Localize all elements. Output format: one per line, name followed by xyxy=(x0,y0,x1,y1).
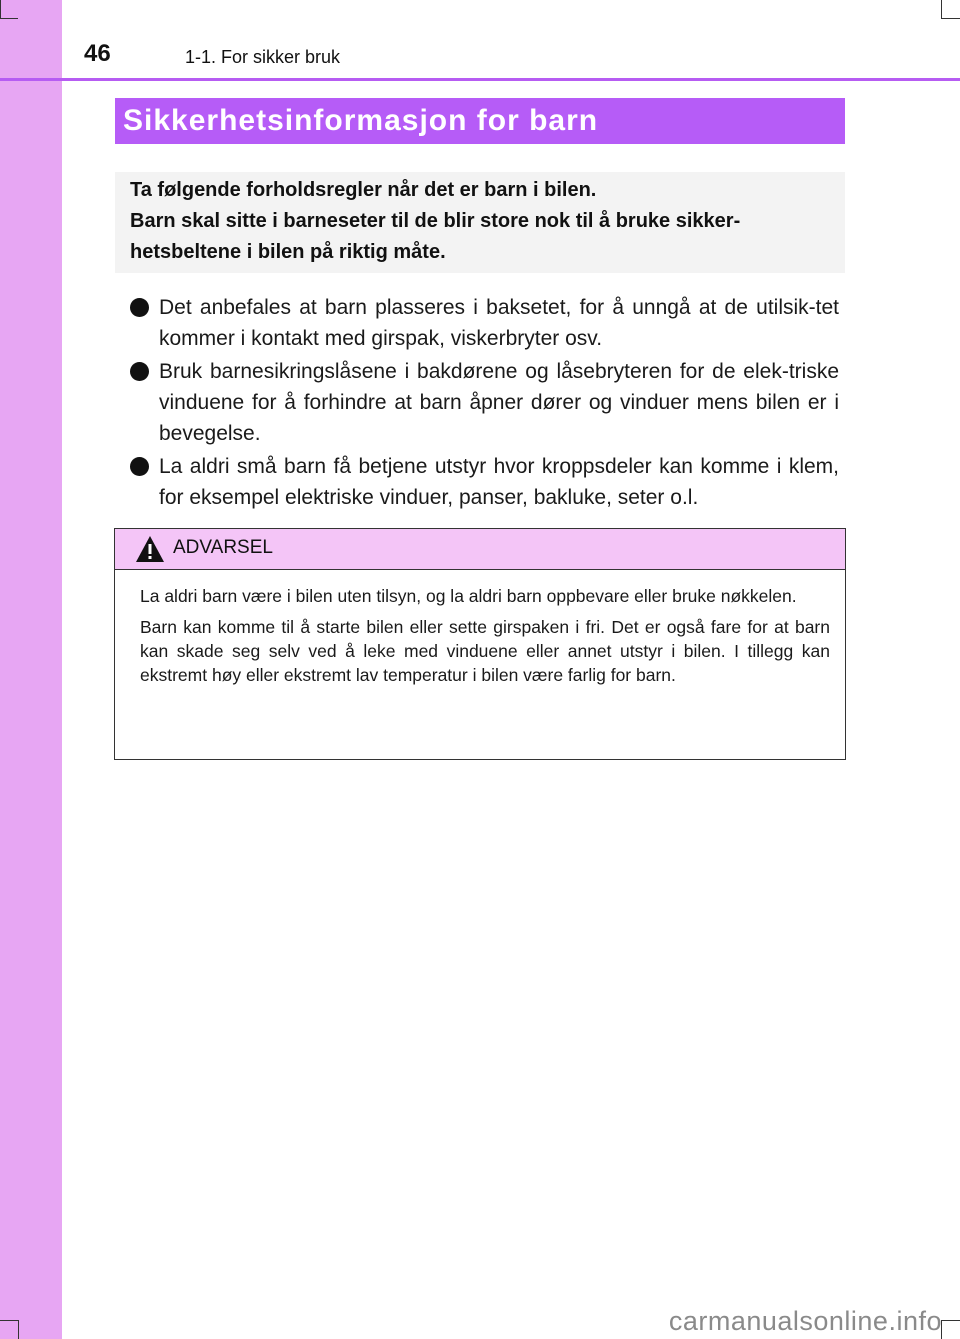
crop-mark xyxy=(941,1320,960,1321)
warning-paragraph: La aldri barn være i bilen uten tilsyn, og la aldri barn oppbevare eller bruke nøkkelen. xyxy=(140,586,797,606)
side-color-band xyxy=(0,0,62,1339)
intro-line-2: Barn skal sitte i barneseter til de blir store nok til å bruke sikker-hetsbeltene i bilen på riktig måte. xyxy=(130,210,741,263)
crop-mark xyxy=(0,18,18,19)
list-item xyxy=(130,292,839,354)
crop-mark xyxy=(18,1320,19,1339)
warning-label: ADVARSEL xyxy=(173,537,273,558)
warning-body xyxy=(115,570,845,687)
warning-header xyxy=(115,529,845,570)
list-item xyxy=(130,356,839,449)
section-title: Sikkerhetsinformasjon for barn xyxy=(115,98,845,144)
warning-box xyxy=(114,528,846,760)
bullet-list xyxy=(130,292,839,515)
watermark[interactable]: carmanualsonline.info xyxy=(668,1306,942,1336)
breadcrumb: 1-1. For sikker bruk xyxy=(185,47,341,67)
header-rule xyxy=(0,78,960,81)
intro-line-1: Ta følgende forholdsregler når det er barn i bilen. xyxy=(130,179,597,201)
page-number: 46 xyxy=(84,40,111,67)
bullet-text: Det anbefales at barn plasseres i baksetet, for å unngå at de utilsik-tet kommer i kontakt med girspak, viskerbryter osv. xyxy=(159,296,839,350)
crop-mark xyxy=(941,18,960,19)
bullet-text: La aldri små barn få betjene utstyr hvor kroppsdeler kan komme i klem, for eksempel elektriske vinduer, panser, bakluke, seter o.l. xyxy=(159,455,839,509)
warning-paragraph: Barn kan komme til å starte bilen eller sette girspaken i fri. Det er også fare for at barn kan skade seg selv ved å leke med vinduene eller annet utstyr i bilen. I tillegg kan ekstremt høy eller ekstremt lav temperatur i bilen være farlig for barn. xyxy=(140,617,830,685)
crop-mark xyxy=(0,0,1,18)
crop-mark xyxy=(0,1320,18,1321)
warning-triangle-icon xyxy=(135,535,165,563)
bullet-text: Bruk barnesikringslåsene i bakdørene og låsebryteren for de elek-triske vinduene for å forhindre at barn åpner dører og vinduer mens bilen er i bevegelse. xyxy=(159,360,839,445)
crop-mark xyxy=(941,0,942,18)
intro-box xyxy=(115,172,845,273)
list-item xyxy=(130,451,839,513)
bullet-dot-icon xyxy=(130,298,149,317)
bullet-dot-icon xyxy=(130,362,149,381)
bullet-dot-icon xyxy=(130,457,149,476)
